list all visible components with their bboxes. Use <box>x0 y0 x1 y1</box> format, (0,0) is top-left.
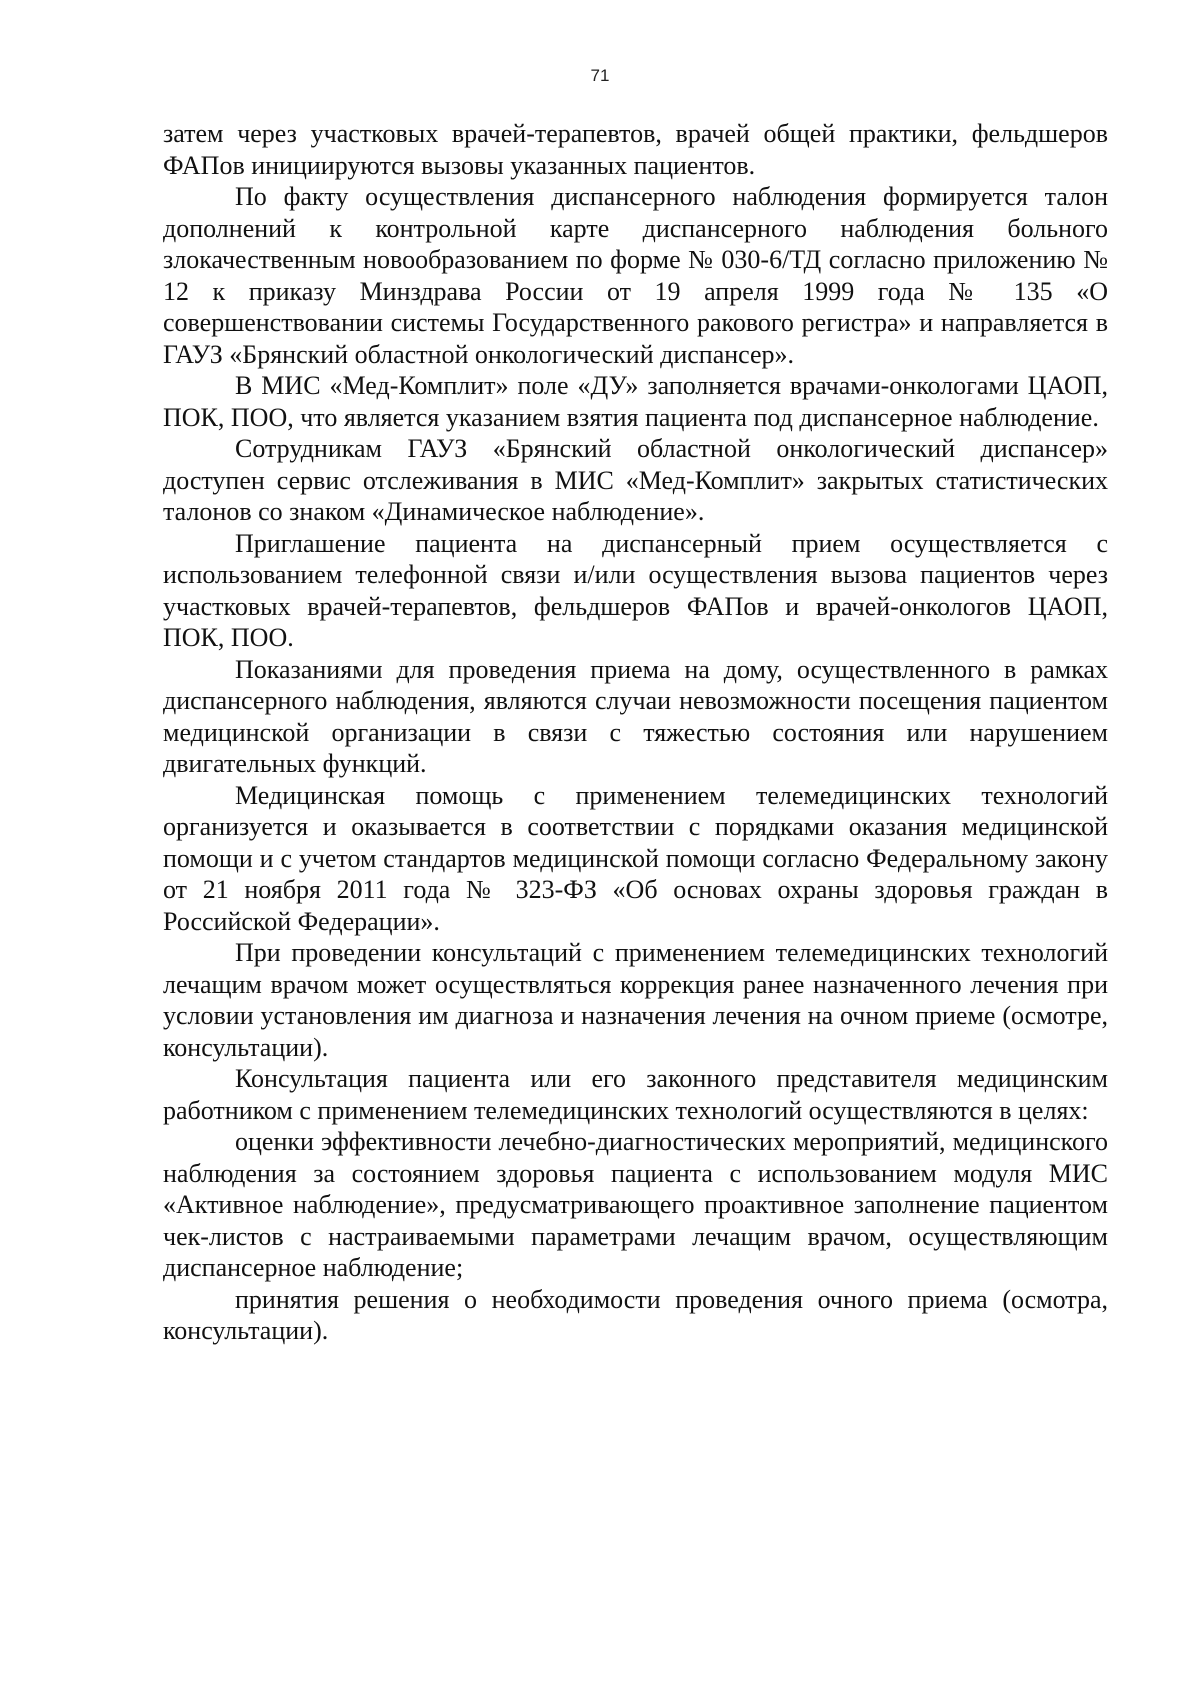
paragraph-follow-up-coupon: По факту осуществления диспансерного наблюдения формируется талон дополнений к контрольной карте диспансерного наблюдения больного злокачественным новообразованием по форме № 030-6/ТД согласно приложению № 12 к приказу Минздрава России от 19 апреля 1999 года № 135 «О совершенствовании системы Государственного ракового регистра» и направляется в ГАУЗ «Брянский областной онкологический диспансер». <box>163 182 1108 369</box>
page-number: 71 <box>590 66 610 85</box>
paragraph-telemedicine: Медицинская помощь с применением телемедицинских технологий организуется и оказывается в соответствии с порядками оказания медицинской помощи и с учетом стандартов медицинской помощи согласно Федеральному закону от 21 ноября 2011 года № 323-ФЗ «Об основах охраны здоровья граждан в Российской Федерации». <box>163 780 1108 936</box>
document-body <box>163 118 1108 1347</box>
paragraph-mis-du-field: В МИС «Мед-Комплит» поле «ДУ» заполняется врачами-онкологами ЦАОП, ПОК, ПОО, что является указанием взятия пациента под диспансерное наблюдение. <box>163 371 1108 432</box>
list-item-decision: принятия решения о необходимости проведения очного приема (осмотра, консультации). <box>163 1284 1108 1345</box>
paragraph-consultation-purposes: Консультация пациента или его законного представителя медицинским работником с применением телемедицинских технологий осуществляются в целях: <box>163 1064 1108 1125</box>
paragraph-consultation-correction: При проведении консультаций с применением телемедицинских технологий лечащим врачом может осуществляться коррекция ранее назначенного лечения при условии установления им диагноза и назначения лечения на очном приеме (осмотре, консультации). <box>163 938 1108 1062</box>
paragraph-continuation: затем через участковых врачей-терапевтов, врачей общей практики, фельдшеров ФАПов инициируются вызовы указанных пациентов. <box>163 119 1108 180</box>
paragraph-tracking-service: Сотрудникам ГАУЗ «Брянский областной онкологический диспансер» доступен сервис отслеживания в МИС «Мед-Комплит» закрытых статистических талонов со знаком «Динамическое наблюдение». <box>163 434 1108 526</box>
paragraph-patient-invitation: Приглашение пациента на диспансерный прием осуществляется с использованием телефонной связи и/или осуществления вызова пациентов через участковых врачей-терапевтов, фельдшеров ФАПов и врачей-онкологов ЦАОП, ПОК, ПОО. <box>163 528 1108 652</box>
list-item-assessment: оценки эффективности лечебно-диагностических мероприятий, медицинского наблюдения за состоянием здоровья пациента с использованием модуля МИС «Активное наблюдение», предусматривающего проактивное заполнение пациентом чек-листов с настраиваемыми параметрами лечащим врачом, осуществляющим диспансерное наблюдение; <box>163 1127 1108 1282</box>
paragraph-home-visit: Показаниями для проведения приема на дому, осуществленного в рамках диспансерного наблюдения, являются случаи невозможности посещения пациентом медицинской организации в связи с тяжестью состояния или нарушением двигательных функций. <box>163 654 1108 778</box>
